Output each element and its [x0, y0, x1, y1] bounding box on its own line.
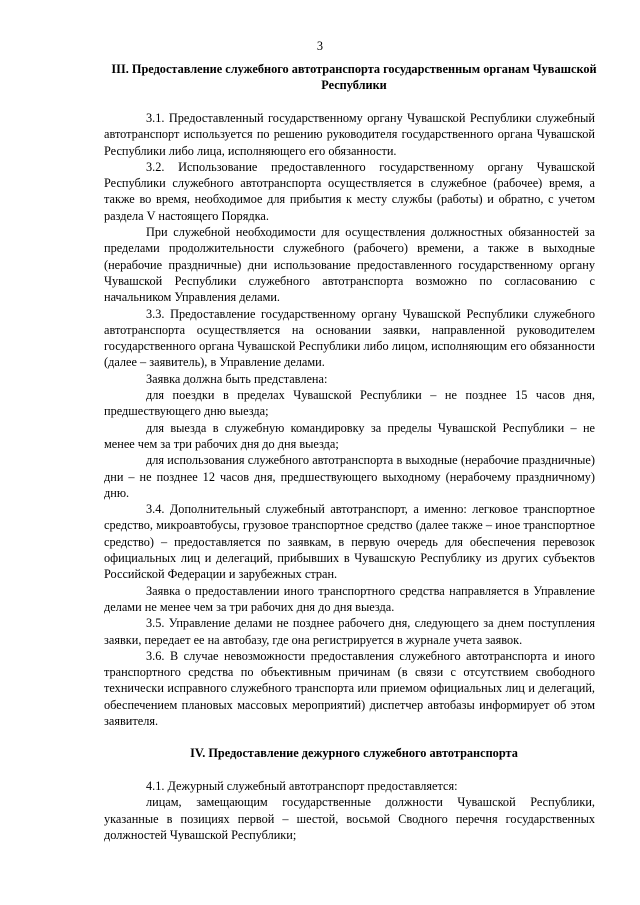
page-number: 3	[316, 39, 324, 53]
paragraph: 3.2. Использование предоставленного государственному органу Чувашской Республики служебного автотранспорта осуществляется в служебное (рабочее) время, а также во время, необходимое для прибытия к месту службы (работы) и обратно, с учетом раздела V настоящего Порядка.	[104, 159, 595, 223]
paragraph: для использования служебного автотранспорта в выходные (нерабочие праздничные) дни – не позднее 12 часов дня, предшествующего выходному (нерабочему праздничному) дню.	[104, 453, 595, 500]
paragraph: 3.1. Предоставленный государственному органу Чувашской Республики служебный автотранспорт используется по решению руководителя государственного органа Чувашской Республики либо лица, исполняющего его обязанности.	[104, 111, 595, 158]
section-4-heading: IV. Предоставление дежурного служебного автотранспорта	[190, 746, 518, 760]
paragraph: для поездки в пределах Чувашской Республики – не позднее 15 часов дня, предшествующего дню выезда;	[104, 388, 595, 419]
section-3-body	[104, 110, 595, 729]
paragraph: Заявка о предоставлении иного транспортного средства направляется в Управление делами не менее чем за три рабочих дня до дня выезда.	[104, 583, 595, 614]
paragraph: Заявка должна быть представлена:	[146, 371, 328, 386]
paragraph: При служебной необходимости для осуществления должностных обязанностей за пределами продолжительности служебного (рабочего) времени, а также в выходные (нерабочие праздничные) дни использование предоставленного государственному органу Чувашской Республики служебного автотранспорта возможно по согласованию с начальником Управления делами.	[104, 225, 595, 305]
section-3-heading: III. Предоставление служебного автотранспорта государственным органам Чувашской Республики	[111, 62, 597, 93]
paragraph: 3.6. В случае невозможности предоставления служебного автотранспорта и иного транспортного средства по объективным причинам (в связи с отсутствием свободного технически исправного служебного транспорта или приемом официальных лиц и делегаций, обеспечением плановых массовых мероприятий) диспетчер автобазы информирует об этом заявителя.	[104, 648, 595, 728]
paragraph: 3.5. Управление делами не позднее рабочего дня, следующего за днем поступления заявки, передает ее на автобазу, где она регистрируется в журнале учета заявок.	[104, 616, 595, 647]
paragraph: 3.4. Дополнительный служебный автотранспорт, а именно: легковое транспортное средство, микроавтобусы, грузовое транспортное средство (далее также – иное транспортное средство) – предоставляется по заявкам, в первую очередь для обеспечения перевозок официальных лиц и делегаций, прибывших в Чувашскую Республику из других субъектов Российской Федерации и зарубежных стран.	[104, 502, 595, 582]
paragraph: для выезда в служебную командировку за пределы Чувашской Республики – не менее чем за три рабочих дня до дня выезда;	[104, 420, 595, 451]
paragraph: 4.1. Дежурный служебный автотранспорт предоставляется:	[146, 779, 458, 793]
paragraph: лицам, замещающим государственные должности Чувашской Республики, указанные в позициях первой – шестой, восьмой Сводного перечня государственных должностей Чувашской Республики;	[104, 795, 595, 842]
paragraph: 3.3. Предоставление государственному органу Чувашской Республики служебного автотранспорта осуществляется на основании заявки, направленной руководителем государственного органа Чувашской Республики либо лицом, исполняющим его обязанности (далее – заявитель), в Управление делами.	[104, 306, 595, 370]
section-4-body	[104, 778, 595, 843]
